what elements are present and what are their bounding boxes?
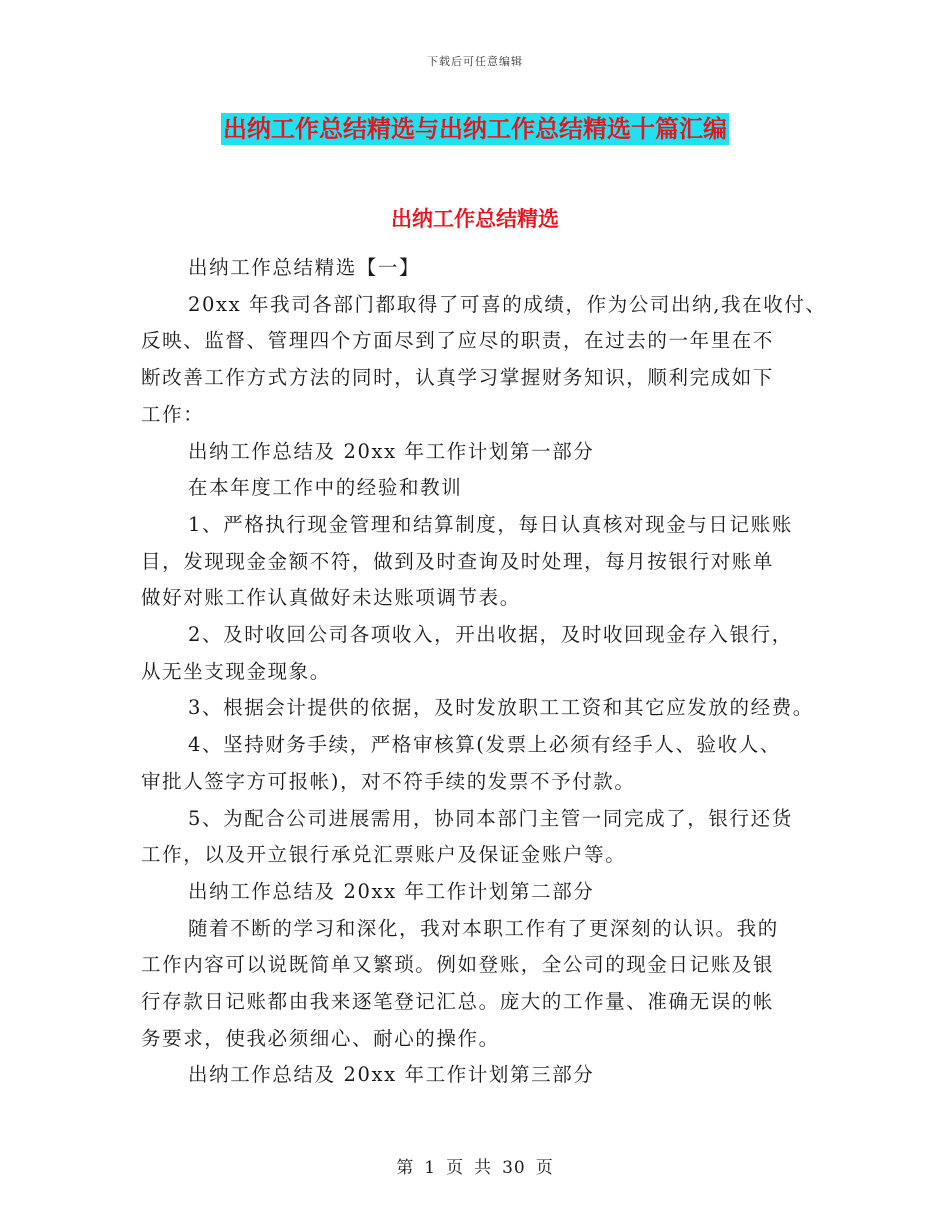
paragraph-line: 务要求，使我必须细心、耐心的操作。 bbox=[141, 1026, 500, 1050]
paragraph-line: 目，发现现金金额不符，做到及时查询及时处理，每月按银行对账单 bbox=[141, 549, 775, 573]
paragraph-line: 工作： bbox=[141, 402, 205, 426]
paragraph-line: 4、坚持财务手续，严格审核算(发票上必须有经手人、验收人、 bbox=[188, 733, 781, 757]
paragraph-line: 工作内容可以说既简单又繁琐。例如登账，全公司的现金日记账及银 bbox=[141, 953, 775, 977]
total-label: 共 bbox=[474, 1158, 493, 1178]
paragraph-line: 反映、监督、管理四个方面尽到了应尽的职责，在过去的一年里在不 bbox=[141, 329, 775, 353]
paragraph-line: 行存款日记账都由我来逐笔登记汇总。庞大的工作量、准确无误的帐 bbox=[141, 990, 775, 1014]
paragraph-line: 3、根据会计提供的依据，及时发放职工工资和其它应发放的经费。 bbox=[188, 696, 814, 720]
page-number: 1 bbox=[424, 1158, 437, 1178]
paragraph-line: 审批人签字方可报帐)，对不符手续的发票不予付款。 bbox=[141, 769, 636, 793]
paragraph-line: 5、为配合公司进展需用，协同本部门主管一同完成了，银行还货 bbox=[188, 806, 793, 830]
paragraph-heading: 出纳工作总结及 20xx 年工作计划第一部分 bbox=[188, 439, 595, 463]
section-title: 出纳工作总结精选 bbox=[391, 207, 559, 231]
paragraph-line: 从无坐支现金现象。 bbox=[141, 659, 331, 683]
page-footer bbox=[0, 1153, 950, 1178]
header-note: 下载后可任意编辑 bbox=[427, 55, 523, 68]
paragraph-line: 随着不断的学习和深化，我对本职工作有了更深刻的认识。我的 bbox=[188, 916, 779, 940]
paragraph-line: 2、及时收回公司各项收入，开出收据，及时收回现金存入银行， bbox=[188, 623, 793, 647]
paragraph-line: 20xx 年我司各部门都取得了可喜的成绩，作为公司出纳,我在收付、 bbox=[188, 292, 827, 316]
paragraph-line: 断改善工作方式方法的同时，认真学习掌握财务知识，顺利完成如下 bbox=[141, 366, 775, 390]
paragraph-heading: 在本年度工作中的经验和教训 bbox=[188, 476, 463, 500]
total-unit: 页 bbox=[535, 1158, 554, 1178]
document-title: 出纳工作总结精选与出纳工作总结精选十篇汇编 bbox=[223, 115, 727, 143]
paragraph-line: 1、严格执行现金管理和结算制度，每日认真核对现金与日记账账 bbox=[188, 512, 793, 536]
paragraph-heading: 出纳工作总结精选【一】 bbox=[188, 256, 421, 279]
paragraph-heading: 出纳工作总结及 20xx 年工作计划第三部分 bbox=[188, 1063, 595, 1087]
page-unit: 页 bbox=[446, 1158, 465, 1178]
document-body bbox=[141, 250, 841, 1094]
paragraph-line: 工作，以及开立银行承兑汇票账户及保证金账户等。 bbox=[141, 843, 627, 867]
paragraph-line: 做好对账工作认真做好未达账项调节表。 bbox=[141, 586, 521, 610]
page-label: 第 bbox=[396, 1158, 415, 1178]
paragraph-heading: 出纳工作总结及 20xx 年工作计划第二部分 bbox=[188, 879, 595, 903]
total-pages: 30 bbox=[502, 1158, 526, 1178]
